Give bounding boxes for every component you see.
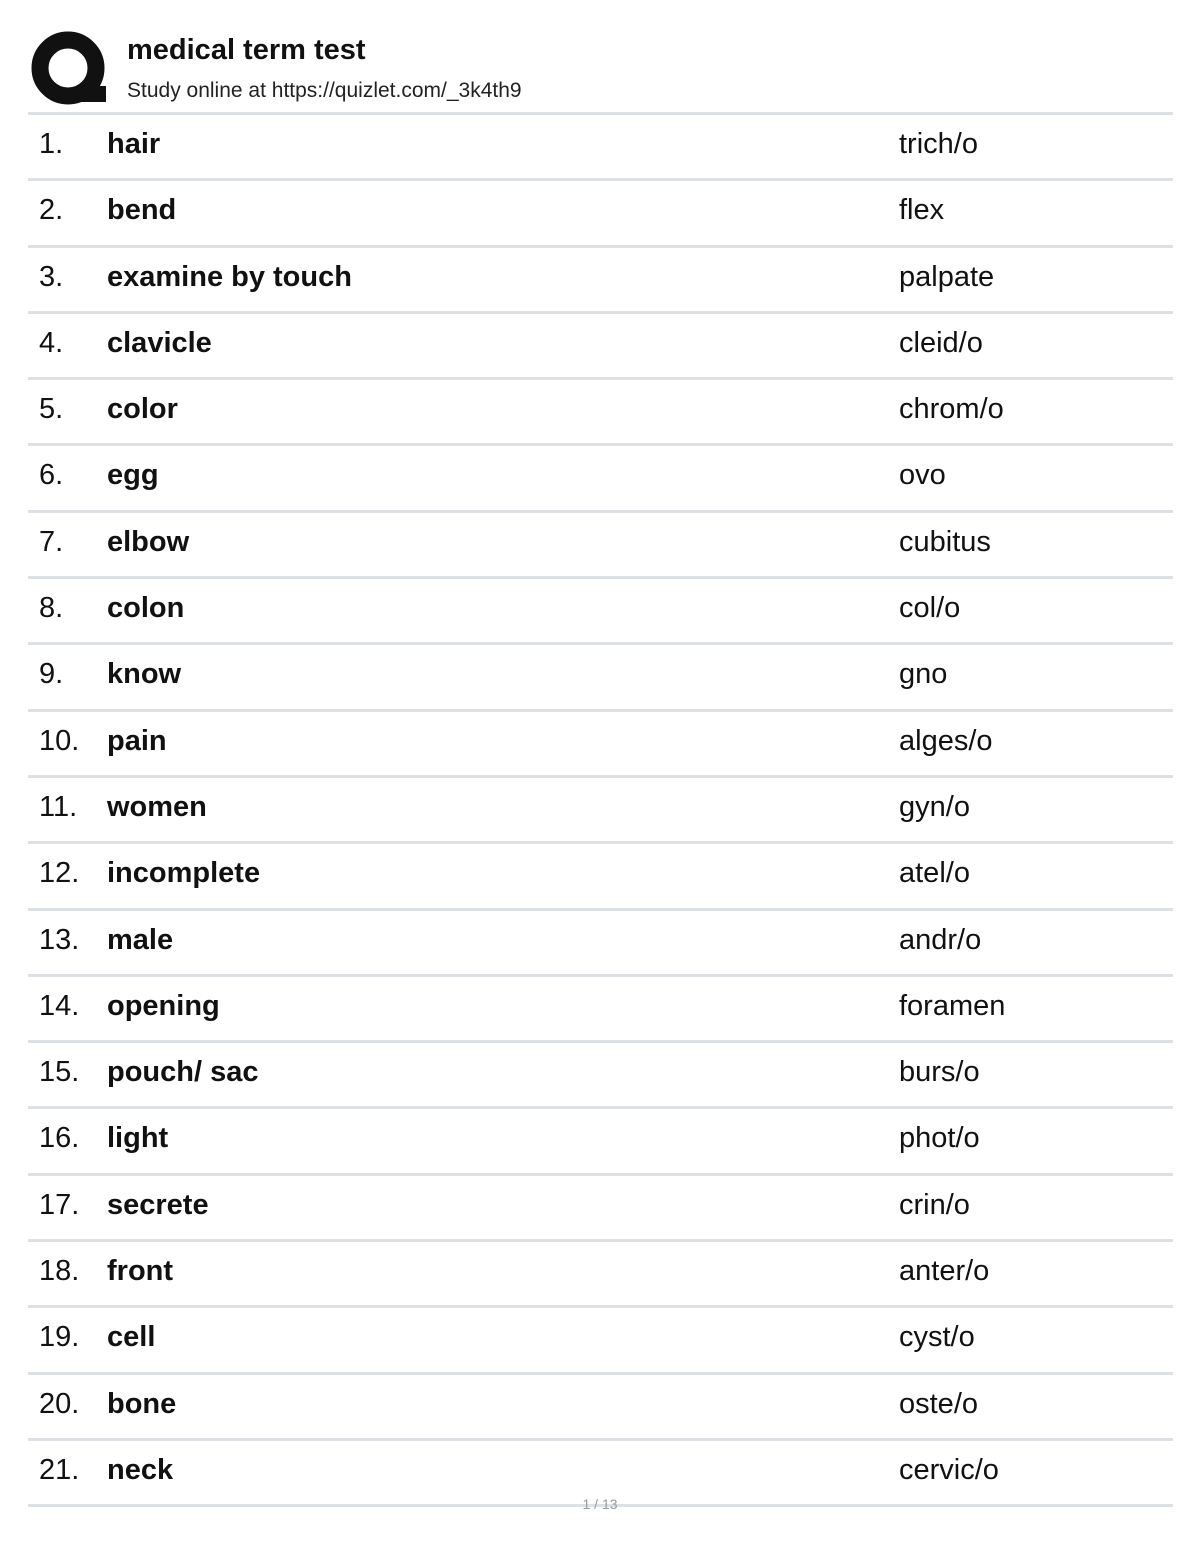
- term-definition: palpate: [899, 260, 995, 293]
- term-word: light: [107, 1122, 169, 1155]
- term-definition: atel/o: [899, 857, 970, 890]
- term-row: [28, 579, 1173, 645]
- term-row: [28, 645, 1173, 711]
- term-number: 16.: [39, 1122, 80, 1155]
- term-row: [28, 1308, 1173, 1374]
- term-word: bend: [107, 194, 177, 227]
- term-word: color: [107, 393, 178, 426]
- term-definition: flex: [899, 194, 945, 227]
- term-word: know: [107, 658, 182, 691]
- term-row: [28, 513, 1173, 579]
- term-row: [28, 1176, 1173, 1242]
- term-number: 7.: [39, 525, 64, 558]
- term-row: [28, 844, 1173, 910]
- term-definition: col/o: [899, 592, 961, 625]
- term-word: examine by touch: [107, 260, 352, 293]
- term-definition: chrom/o: [899, 393, 1004, 426]
- term-row: [28, 911, 1173, 977]
- term-row: [28, 778, 1173, 844]
- term-word: neck: [107, 1453, 174, 1486]
- term-word: colon: [107, 592, 185, 625]
- document-header: [28, 26, 1172, 112]
- term-definition: alges/o: [899, 724, 993, 757]
- term-number: 10.: [39, 724, 80, 757]
- term-word: hair: [107, 128, 161, 160]
- term-word: secrete: [107, 1188, 209, 1221]
- term-definition: cyst/o: [899, 1321, 975, 1354]
- term-row: [28, 712, 1173, 778]
- term-number: 6.: [39, 459, 64, 492]
- term-definition: cervic/o: [899, 1453, 999, 1486]
- term-definition: phot/o: [899, 1122, 980, 1155]
- term-row: [28, 181, 1173, 247]
- term-definition: gyn/o: [899, 790, 970, 823]
- term-number: 17.: [39, 1188, 80, 1221]
- term-row: [28, 248, 1173, 314]
- term-number: 14.: [39, 989, 80, 1022]
- term-number: 18.: [39, 1255, 80, 1288]
- term-number: 21.: [39, 1453, 80, 1486]
- term-definition: burs/o: [899, 1056, 980, 1089]
- term-word: elbow: [107, 525, 190, 558]
- term-word: clavicle: [107, 326, 212, 359]
- term-number: 4.: [39, 326, 64, 359]
- term-number: 2.: [39, 194, 64, 227]
- term-row: [28, 1109, 1173, 1175]
- term-row: [28, 380, 1173, 446]
- term-word: bone: [107, 1387, 177, 1420]
- term-definition: andr/o: [899, 923, 982, 956]
- term-row: [28, 977, 1173, 1043]
- term-row: [28, 1043, 1173, 1109]
- term-word: pouch/ sac: [107, 1056, 259, 1089]
- term-list: [28, 112, 1173, 1507]
- term-row: [28, 115, 1173, 181]
- term-number: 13.: [39, 923, 80, 956]
- term-word: egg: [107, 459, 159, 492]
- term-number: 12.: [39, 857, 80, 890]
- term-definition: trich/o: [899, 128, 978, 160]
- term-definition: cubitus: [899, 525, 991, 558]
- term-definition: anter/o: [899, 1255, 990, 1288]
- quizlet-q-logo-icon: [30, 30, 108, 108]
- term-definition: ovo: [899, 459, 946, 492]
- term-number: 9.: [39, 658, 64, 691]
- page-number: 1 / 13: [582, 1496, 618, 1512]
- term-row: [28, 1375, 1173, 1441]
- term-word: pain: [107, 724, 167, 757]
- term-number: 19.: [39, 1321, 80, 1354]
- term-row: [28, 314, 1173, 380]
- term-word: male: [107, 923, 174, 956]
- term-number: 15.: [39, 1056, 80, 1089]
- document-title: medical term test: [127, 34, 366, 66]
- term-word: cell: [107, 1321, 156, 1354]
- term-number: 20.: [39, 1387, 80, 1420]
- study-online-link-text[interactable]: Study online at https://quizlet.com/_3k4th9: [127, 79, 522, 102]
- term-word: front: [107, 1255, 174, 1288]
- term-definition: oste/o: [899, 1387, 978, 1420]
- term-number: 11.: [39, 790, 78, 823]
- term-definition: gno: [899, 658, 948, 691]
- term-number: 5.: [39, 393, 64, 426]
- term-definition: crin/o: [899, 1188, 970, 1221]
- term-word: women: [107, 790, 207, 823]
- term-number: 1.: [39, 128, 64, 160]
- term-row: [28, 1242, 1173, 1308]
- term-number: 8.: [39, 592, 64, 625]
- term-number: 3.: [39, 260, 64, 293]
- term-definition: foramen: [899, 989, 1006, 1022]
- term-row: [28, 446, 1173, 512]
- term-definition: cleid/o: [899, 326, 983, 359]
- term-word: incomplete: [107, 857, 261, 890]
- term-word: opening: [107, 989, 220, 1022]
